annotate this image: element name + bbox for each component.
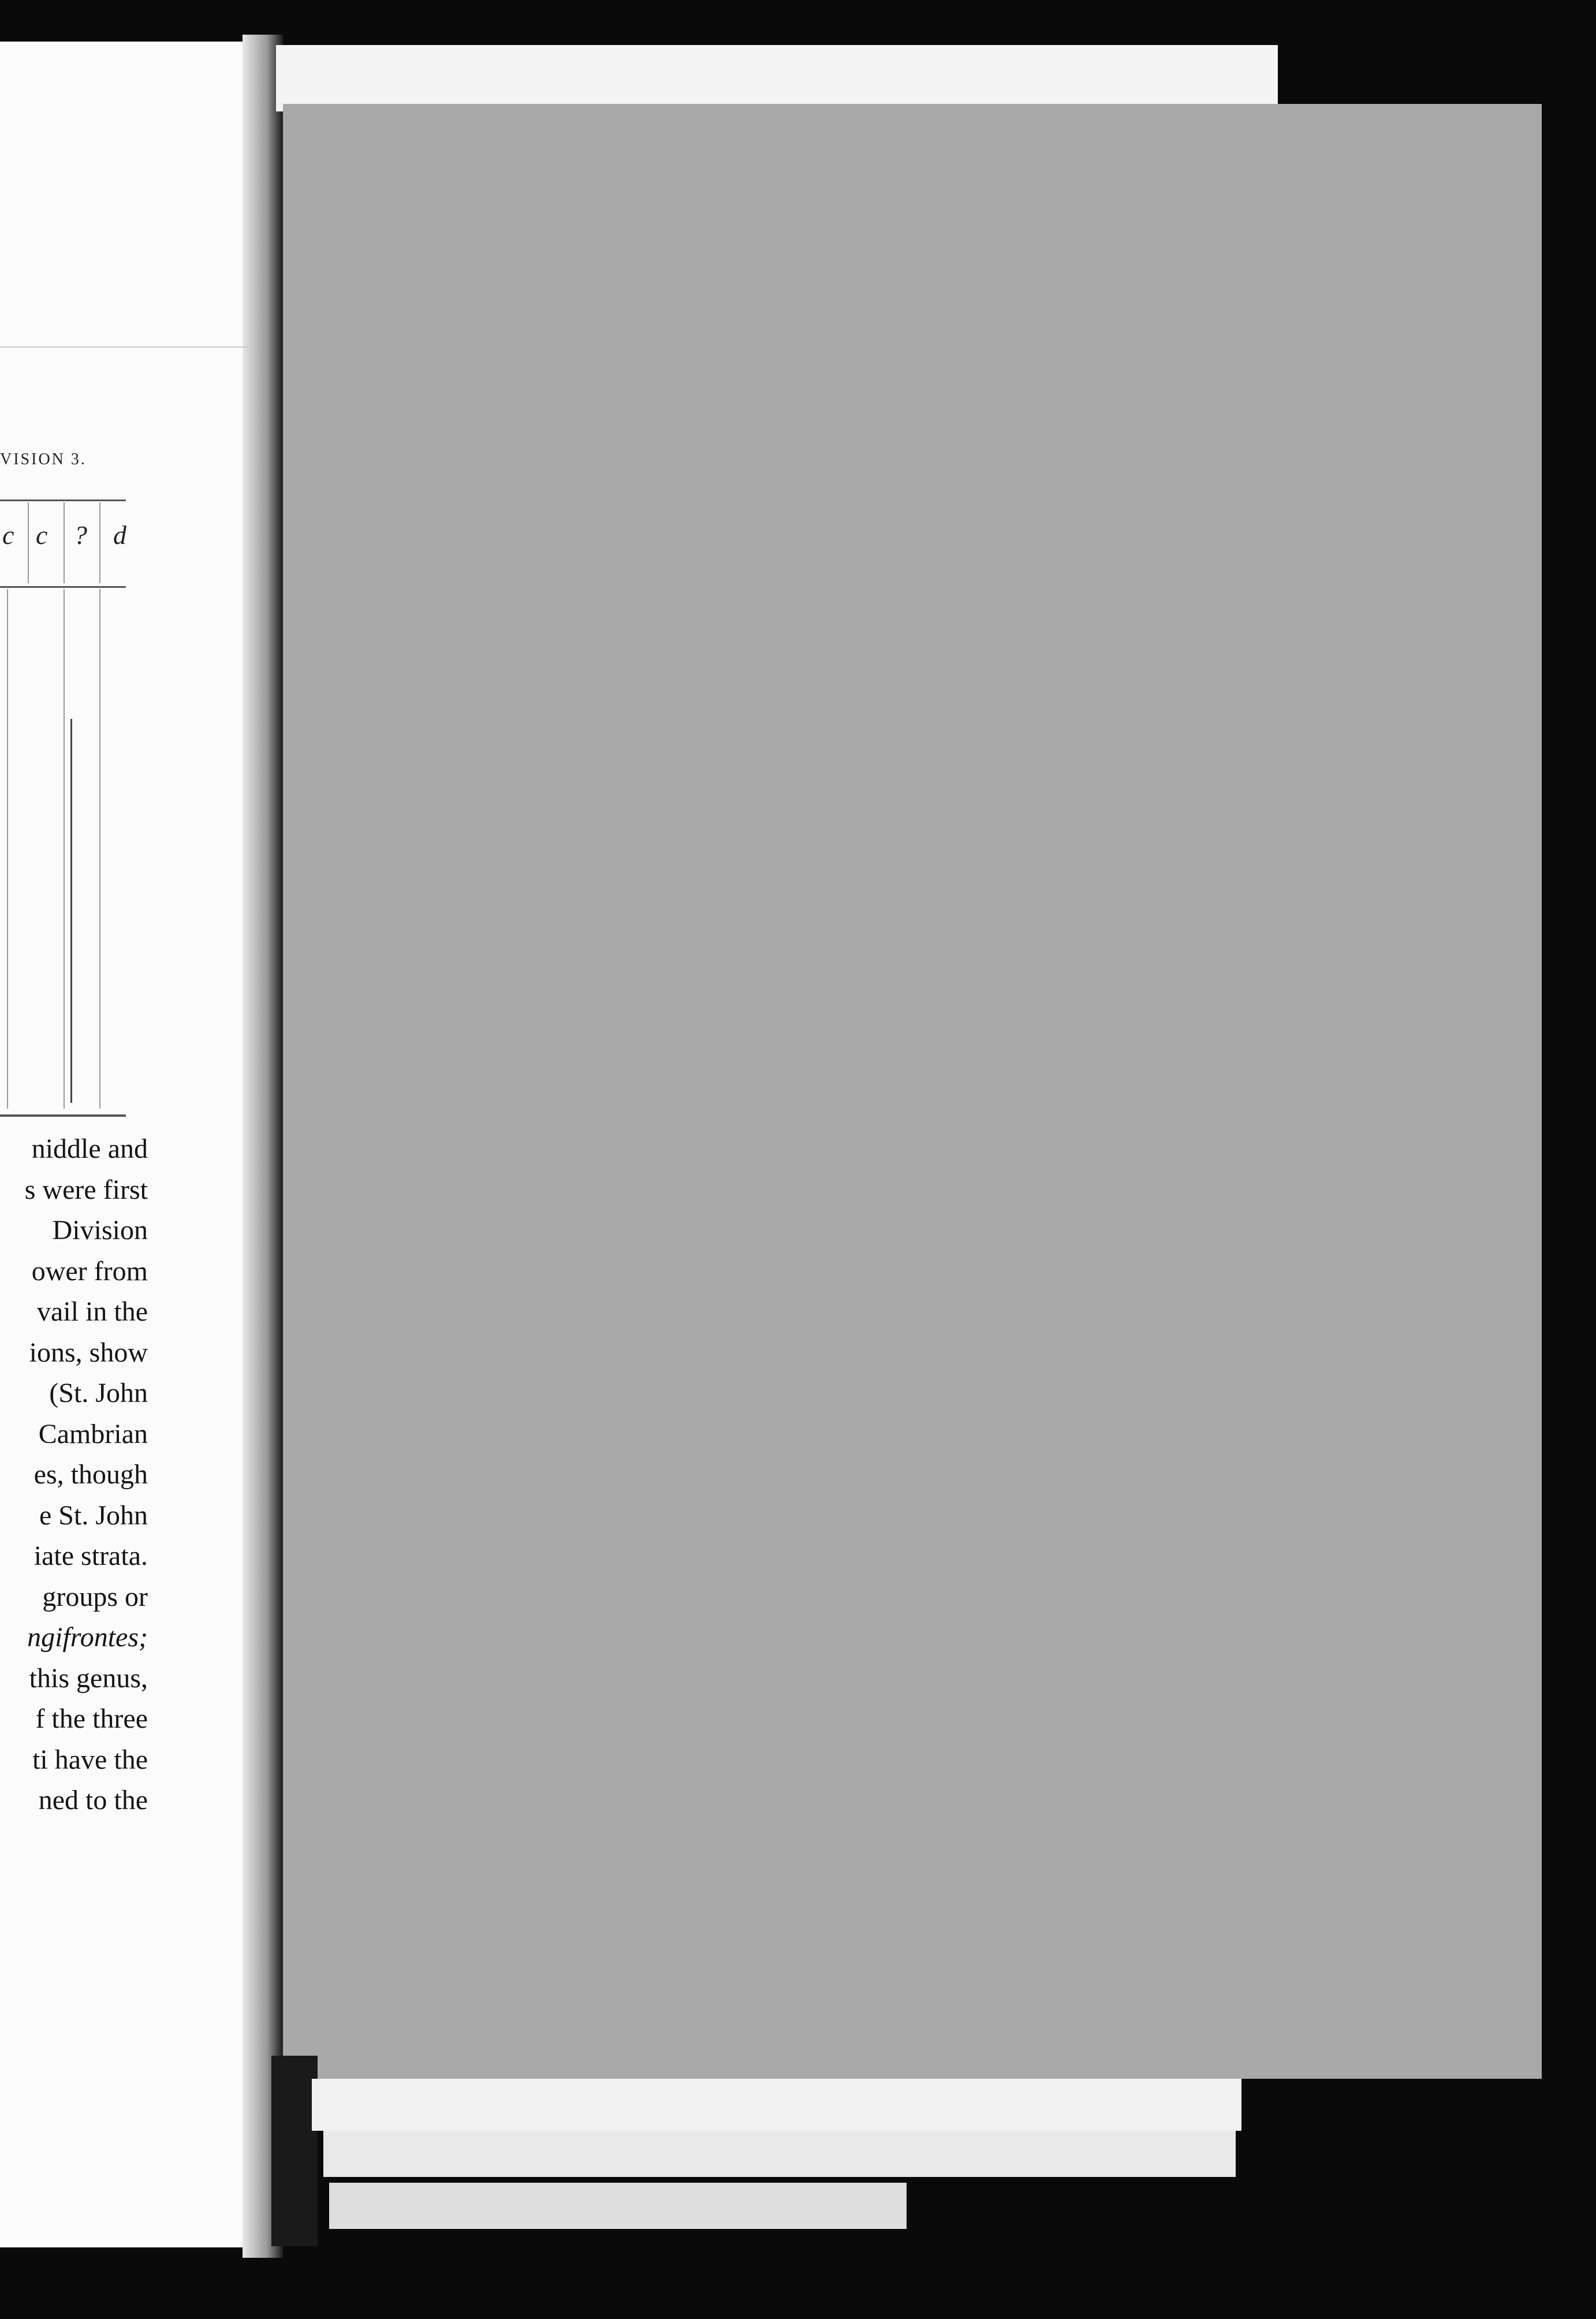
text-line: Division — [52, 1215, 148, 1246]
text-line: f the three — [35, 1703, 148, 1734]
header-rule — [0, 346, 248, 348]
table-col-header: c — [36, 520, 48, 550]
text-line: es, though — [33, 1459, 148, 1490]
table-col-divider — [99, 502, 100, 583]
table-col-header: c — [2, 520, 14, 550]
bottom-paper-edge — [312, 2079, 1241, 2131]
page-gutter-shadow — [243, 35, 283, 2258]
text-line: (St. John — [49, 1378, 148, 1408]
top-paper-flap — [276, 45, 1278, 111]
bottom-paper-edge — [329, 2183, 907, 2229]
text-line: this genus, — [29, 1662, 148, 1694]
table-col-header: d — [113, 520, 126, 550]
text-line: niddle and — [31, 1134, 148, 1164]
text-line: iate strata. — [33, 1541, 148, 1571]
text-line: ned to the — [38, 1785, 148, 1815]
text-line: e St. John — [39, 1500, 148, 1531]
body-text — [0, 1129, 148, 1821]
table-col-header: ? — [74, 520, 87, 550]
table-header-rule — [0, 586, 126, 588]
table-bottom-rule — [0, 1114, 126, 1117]
table-top-rule — [0, 499, 126, 501]
binding-shadow — [271, 2056, 318, 2246]
table-range-bar — [70, 719, 72, 1103]
bottom-paper-edge — [323, 2131, 1236, 2177]
text-line: groups or — [42, 1581, 148, 1612]
table-col-divider — [99, 589, 100, 1109]
text-line: ti have the — [32, 1744, 148, 1775]
text-line: vail in the — [37, 1296, 148, 1327]
text-line: Cambrian — [38, 1418, 148, 1449]
table-col-divider — [28, 502, 29, 583]
text-line: ower from — [31, 1255, 148, 1287]
table-col-divider — [64, 589, 65, 1109]
text-line: ngifrontes; — [27, 1622, 148, 1653]
text-line: ions, show — [29, 1337, 148, 1368]
table-col-divider — [7, 589, 8, 1109]
division-heading: VISION 3. — [0, 450, 87, 468]
table-col-divider — [64, 502, 65, 583]
text-line: s were first — [24, 1174, 148, 1205]
blank-grey-sheet — [283, 104, 1542, 2079]
